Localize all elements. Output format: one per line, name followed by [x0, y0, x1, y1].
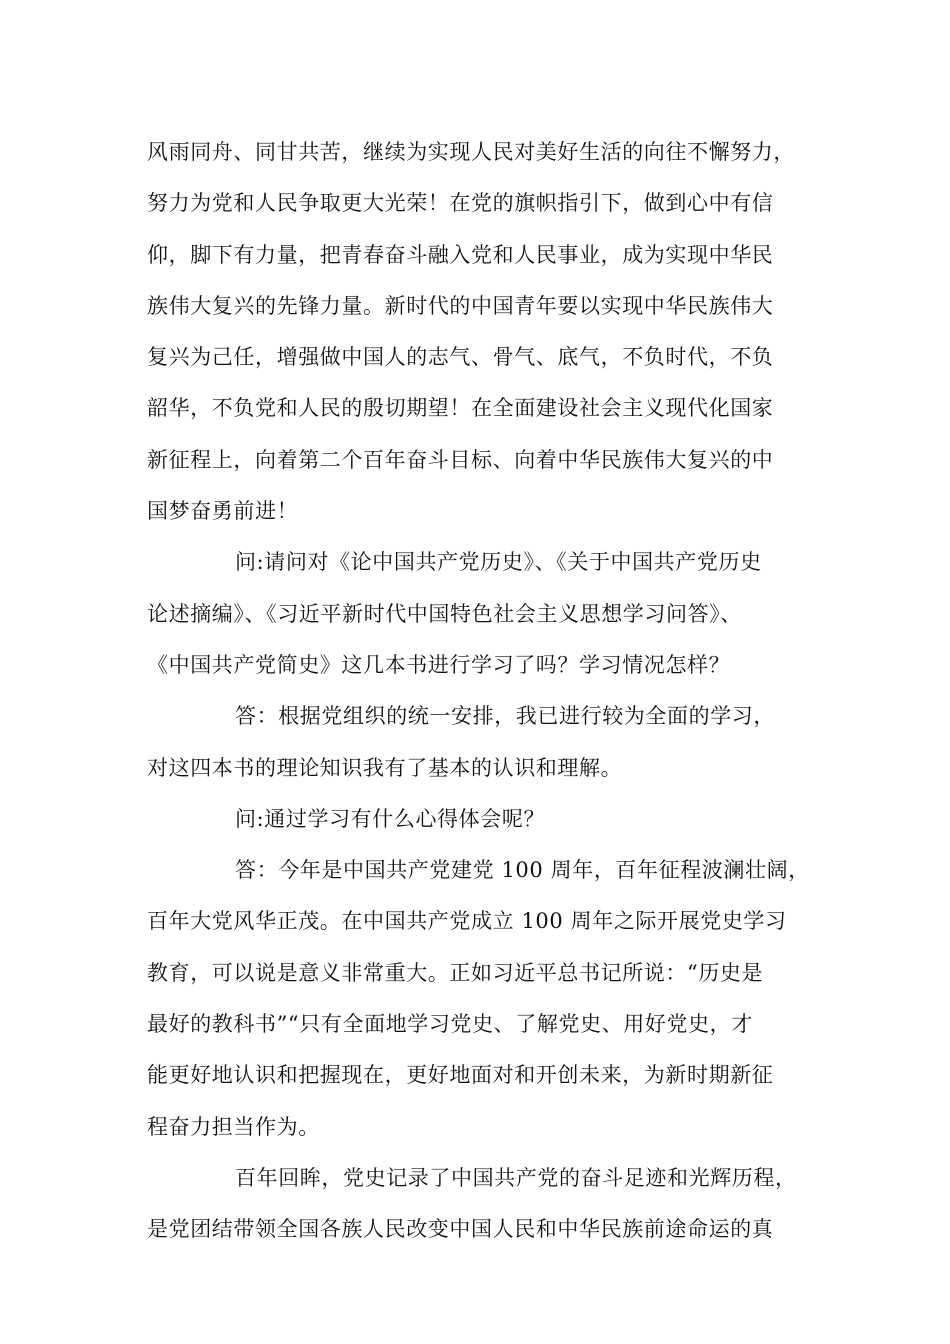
text-line: 是党团结带领全国各族人民改变中国人民和中华民族前途命运的真 — [147, 1217, 774, 1242]
text-line: 对这四本书的理论知识我有了基本的认识和理解。 — [147, 755, 623, 780]
text-line: 风雨同舟、同甘共苦，继续为实现人民对美好生活的向往不懈努力， — [147, 140, 795, 164]
text-line: 教育，可以说是意义非常重大。正如习近平总书记所说：“历史是 — [147, 960, 764, 985]
answer-line: 答：根据党组织的统一安排，我已进行较为全面的学习， — [235, 704, 775, 729]
text-line: 韶华，不负党和人民的殷切期望！在全面建设社会主义现代化国家 — [147, 396, 774, 421]
answer-line: 答：今年是中国共产党建党 100 周年，百年征程波澜壮阔， — [235, 858, 810, 883]
text-line: 《中国共产党简史》这几本书进行学习了吗？学习情况怎样？ — [147, 652, 731, 677]
text-line: 族伟大复兴的先锋力量。新时代的中国青年要以实现中华民族伟大 — [147, 293, 774, 318]
text-line: 论述摘编》、《习近平新时代中国特色社会主义思想学习问答》、 — [147, 601, 742, 626]
paragraph-start-line: 百年回眸，党史记录了中国共产党的奋斗足迹和光辉历程， — [235, 1165, 797, 1190]
text-line: 最好的教科书”“只有全面地学习党史、了解党史、用好党史，才 — [147, 1012, 753, 1037]
text-line: 程奋力担当作为。 — [147, 1114, 320, 1139]
question-line: 问:请问对《论中国共产党历史》、《关于中国共产党历史 — [235, 550, 762, 575]
text-line: 新征程上，向着第二个百年奋斗目标、向着中华民族伟大复兴的中 — [147, 447, 774, 472]
question-line: 问:通过学习有什么心得体会呢？ — [235, 806, 546, 831]
text-line: 复兴为己任，增强做中国人的志气、骨气、底气，不负时代，不负 — [147, 345, 774, 370]
text-line: 百年大党风华正茂。在中国共产党成立 100 周年之际开展党史学习 — [147, 909, 787, 934]
text-line: 努力为党和人民争取更大光荣！在党的旗帜指引下，做到心中有信 — [147, 191, 774, 216]
text-line: 能更好地认识和把握现在，更好地面对和开创未来，为新时期新征 — [147, 1063, 774, 1088]
text-line: 国梦奋勇前进！ — [147, 499, 299, 524]
text-line: 仰，脚下有力量，把青春奋斗融入党和人民事业，成为实现中华民 — [147, 242, 774, 267]
document-body — [147, 127, 817, 1256]
